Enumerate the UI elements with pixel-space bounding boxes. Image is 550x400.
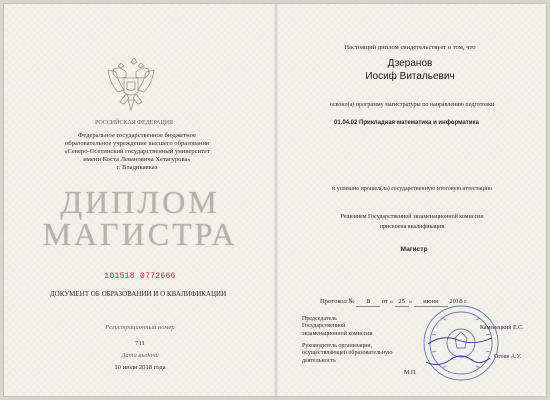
chair-name: Каменецкий Е.С. — [480, 325, 524, 331]
head-line: Руководитель организации, — [302, 343, 373, 349]
protocol-row: Протокол № 8 от « 25 » июня 2018 г. — [320, 298, 468, 305]
head-title — [302, 343, 422, 365]
head-line: осуществляющей образовательную — [302, 350, 393, 357]
issue-date-label: Дата выдачи — [121, 352, 159, 359]
protocol-year: 2018 г. — [449, 298, 468, 305]
country-label: РОССИЙСКАЯ ФЕДЕРАЦИЯ — [94, 120, 174, 126]
protocol-number: 8 — [356, 298, 380, 307]
org-line: имени Коста Левановича Хетагурова» — [83, 156, 191, 163]
chair-line: Государственной — [302, 323, 346, 330]
program-text: освоил(а) программу магистратуры по направлению подготовки — [329, 102, 495, 108]
coat-of-arms-emblem — [104, 56, 158, 114]
protocol-from: от « — [381, 298, 394, 305]
document-caption: ДОКУМЕНТ ОБ ОБРАЗОВАНИИ И О КВАЛИФИКАЦИИ — [49, 290, 227, 298]
chair-title — [302, 316, 412, 338]
diploma-sheet — [4, 4, 546, 396]
org-line: «Северо-Осетинский государственный университет — [64, 148, 210, 155]
decision-line2: присвоена квалификация — [379, 224, 445, 230]
graduate-surname: Дзеранов — [387, 58, 433, 69]
page-fold — [274, 4, 278, 396]
registration-number: 711 — [135, 340, 145, 347]
chair-line: экзаменационной комиссии — [302, 330, 373, 337]
protocol-month: июня — [414, 298, 448, 307]
issue-date: 10 июля 2018 года — [114, 364, 166, 371]
head-line: деятельность — [302, 357, 336, 364]
decision-line1: Решением Государственной экзаменационной комиссии — [340, 214, 484, 220]
org-line: г. Владикавказ — [116, 164, 158, 171]
diploma-title-line2: МАГИСТРА — [42, 216, 238, 252]
exam-text: и успешно прошел(ла) государственную итоговую аттестацию — [332, 186, 492, 192]
qualification: Магистр — [400, 246, 428, 253]
intro-text: Настоящий диплом свидетельствует о том, что — [344, 44, 476, 51]
organization-name — [42, 132, 232, 172]
protocol-label: Протокол № — [320, 298, 355, 305]
head-name: Огоев А.У. — [494, 354, 522, 360]
specialty: 01.04.02 Прикладная математика и информатика — [334, 120, 479, 126]
stamp-place-label: М.П. — [404, 370, 417, 376]
registration-label: Регистрационный номер — [105, 324, 175, 331]
org-line: образовательное учреждение высшего образования — [64, 140, 210, 147]
graduate-given-names: Иосиф Витальевич — [365, 71, 455, 82]
protocol-day: 25 — [395, 298, 409, 307]
diploma-title-line1: ДИПЛОМ — [60, 184, 220, 220]
chair-line: Председатель — [302, 316, 337, 322]
serial-number: 101518 0772666 — [104, 272, 176, 281]
org-line: Федеральное государственное бюджетное — [78, 132, 196, 139]
